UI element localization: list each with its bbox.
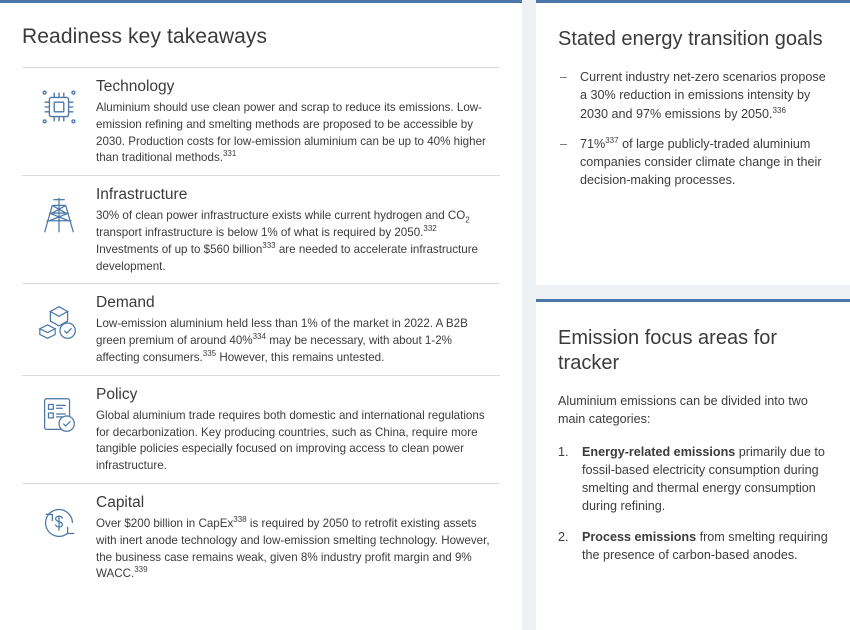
takeaway-body: [96, 386, 500, 475]
footnote-ref: 332: [423, 224, 437, 234]
takeaway-row-demand: [22, 283, 500, 374]
takeaway-title: Capital: [96, 493, 145, 511]
takeaway-body: [96, 186, 500, 275]
focus-list: [558, 443, 828, 565]
footnote-ref: 338: [233, 515, 247, 525]
takeaway-text: Global aluminium trade requires both domestic and international regulations for decarbonization. Key producing countries, such as China, require more tangible policies especially focused on improving access to clean power infrastructure.: [96, 408, 485, 473]
takeaway-title: Infrastructure: [96, 186, 188, 204]
takeaway-text: [96, 100, 496, 167]
list-item-text-b: of large publicly-traded aluminium companies consider climate change in their decision-making processes.: [580, 136, 822, 188]
stated-energy-transition-goals-card: [536, 0, 850, 285]
card-title: Emission focus areas for tracker: [558, 327, 777, 374]
takeaway-text-c: Investments of up to $560 billion: [96, 242, 263, 256]
footnote-ref: 336: [772, 105, 786, 115]
takeaway-row-policy: [22, 375, 500, 483]
page-title: Readiness key takeaways: [22, 25, 268, 48]
takeaway-title: Technology: [96, 78, 175, 95]
takeaway-body: [96, 294, 500, 366]
subscript: 2: [465, 215, 470, 225]
takeaway-text-main: Aluminium should use clean power and scrap to reduce its emissions. Low-emission refining and smelting methods are proposed to be accessible by 2030. Production costs for low-emission aluminium can be up to 40% higher than traditional methods.: [96, 101, 486, 165]
takeaway-text: [96, 208, 496, 275]
dash-bullet: –: [560, 136, 568, 151]
list-item-lead: Process emissions: [582, 529, 697, 544]
takeaway-body: [96, 78, 500, 167]
dollar-recycle-icon: [22, 494, 96, 546]
boxes-check-icon: [22, 294, 96, 346]
takeaway-text-b: transport infrastructure is below 1% of what is required by 2050.: [96, 225, 424, 239]
takeaway-text: [96, 316, 496, 366]
list-item: [558, 135, 828, 190]
list-item-text: Current industry net-zero scenarios propose a 30% reduction in emissions intensity by 2030 and 97% emissions by 2050.: [580, 70, 826, 121]
footnote-ref: 337: [605, 135, 619, 145]
takeaway-text-c: However, this remains untested.: [216, 350, 385, 364]
list-item-text: primarily due to fossil-based electricity consumption during smelting and thermal energy consumption during refining.: [582, 444, 825, 514]
takeaway-text: [96, 516, 496, 583]
footnote-ref: 335: [202, 349, 217, 359]
footnote-ref: 333: [262, 240, 276, 250]
card-title: Stated energy transition goals: [558, 28, 823, 50]
list-item-lead: Energy-related emissions: [582, 444, 736, 459]
dash-bullet: –: [560, 70, 568, 84]
list-item: [558, 68, 828, 123]
takeaway-text-a: 30% of clean power infrastructure exists while current hydrogen and CO: [96, 209, 466, 223]
takeaway-text-b: may be necessary, with about 1-2% affecting consumers.: [96, 334, 452, 364]
takeaway-title: Policy: [96, 385, 138, 403]
footnote-ref: 339: [134, 565, 148, 575]
goals-list: [558, 68, 828, 190]
emission-focus-areas-card: [536, 299, 850, 630]
takeaway-body: [96, 494, 500, 583]
takeaway-text-a: Low-emission aluminium held less than 1% of the market in 2022. A B2B green premium of around 40%: [96, 317, 468, 348]
list-number: 2.: [558, 529, 569, 544]
list-item-text: from smelting requiring the presence of carbon-based anodes.: [582, 529, 828, 562]
microchip-icon: [22, 78, 96, 130]
takeaway-row-infrastructure: [22, 175, 500, 283]
list-item-text-a: 71%: [580, 136, 606, 151]
list-item: [558, 528, 828, 565]
takeaway-row-capital: [22, 483, 500, 591]
list-number: 1.: [558, 444, 569, 459]
list-item: [558, 443, 828, 516]
card-intro-text: Aluminium emissions can be divided into two main categories:: [558, 394, 808, 427]
takeaway-row-technology: [22, 67, 500, 175]
right-column: [536, 0, 850, 630]
takeaway-title: Demand: [96, 294, 155, 312]
takeaway-text-a: Over $200 billion in CapEx: [96, 516, 234, 530]
takeaway-text-b: is required by 2050 to retrofit existing assets with inert anode technology and low-emission smelting technology. However, the business case remains weak, given 8% industry profit margin and 9% WACC.: [96, 516, 490, 581]
transmission-tower-icon: [22, 186, 96, 238]
checklist-icon: [22, 386, 96, 438]
footnote-ref: 334: [252, 332, 266, 342]
takeaway-text-d: are needed to accelerate infrastructure development.: [96, 242, 479, 273]
footnote-ref: 331: [222, 149, 237, 159]
